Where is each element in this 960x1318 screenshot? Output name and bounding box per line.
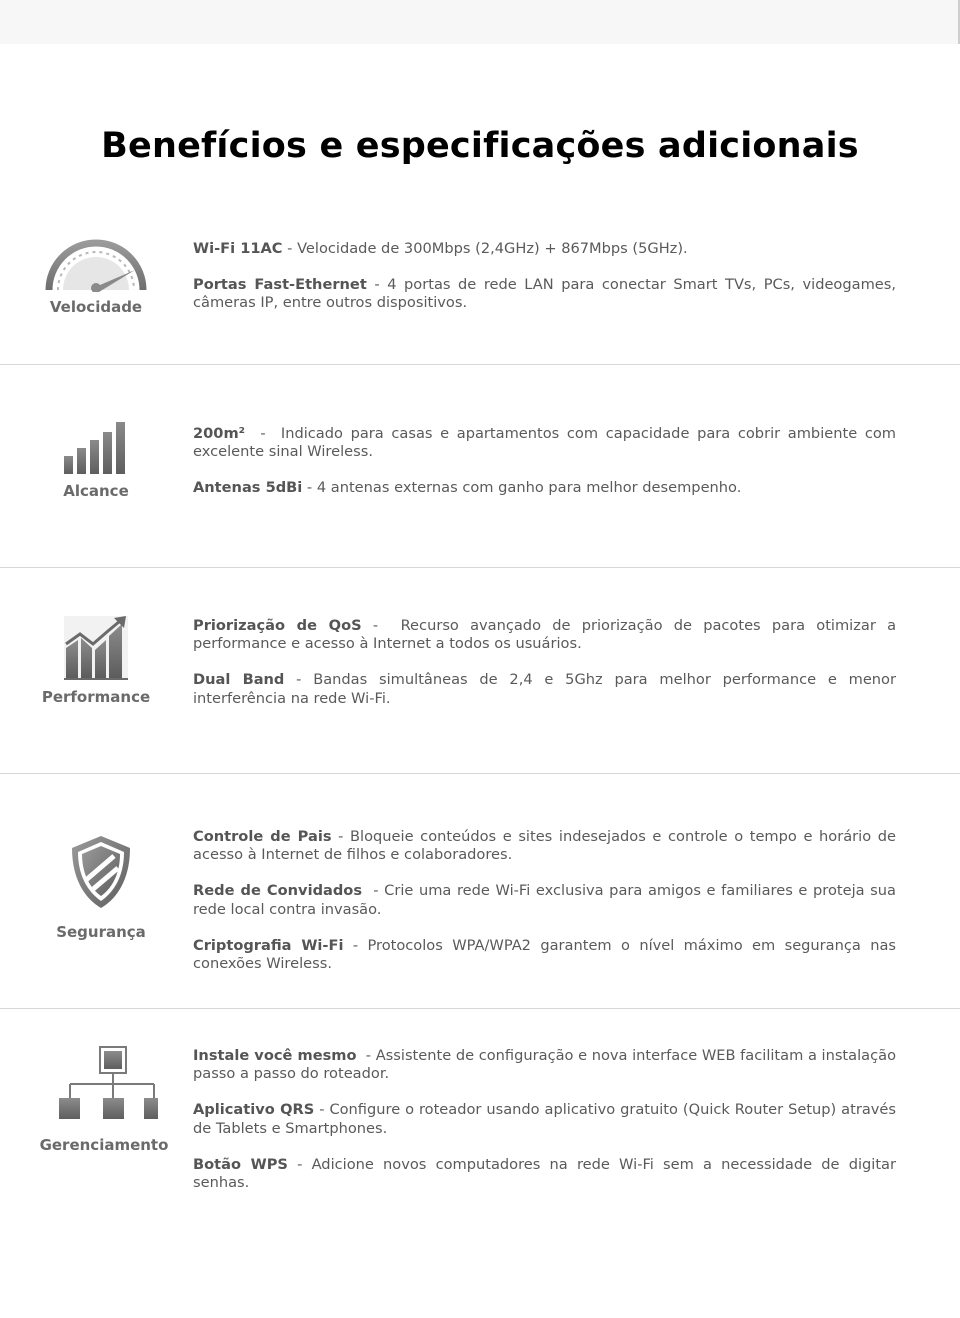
growth-chart-icon — [62, 614, 130, 682]
section-gerenciamento-text — [193, 1047, 896, 1210]
spec-description: Recurso avançado de priorização de pacotes para otimizar a performance e acesso à Internet a todos os usuários. — [193, 617, 897, 653]
page-title: Benefícios e especificações adicionais — [101, 126, 859, 166]
spec-item — [193, 479, 896, 497]
network-tree-icon — [49, 1046, 159, 1120]
spec-description: Assistente de configuração e nova interface WEB facilitam a instalação passo a passo do roteador. — [193, 1047, 896, 1083]
spec-separator: - — [287, 1155, 312, 1173]
spec-term: 200m² — [193, 425, 246, 442]
section-seguranca-text — [193, 828, 896, 991]
spec-description: 4 antenas externas com ganho para melhor desempenho. — [316, 479, 742, 497]
top-bar — [0, 0, 960, 44]
section-label-velocidade: Velocidade — [49, 298, 143, 316]
spec-separator: - — [245, 425, 281, 442]
spec-item — [193, 617, 896, 654]
section-velocidade-text — [193, 240, 896, 330]
spec-term: Dual Band — [193, 671, 285, 689]
spec-term: Portas Fast-Ethernet — [193, 276, 367, 293]
spec-item — [193, 671, 896, 708]
signal-bars-icon — [62, 420, 130, 476]
section-divider — [0, 364, 960, 365]
spec-item — [193, 828, 896, 865]
spec-item — [193, 276, 896, 313]
section-divider — [0, 567, 960, 568]
spec-term: Aplicativo QRS — [193, 1101, 315, 1119]
section-divider — [0, 773, 960, 774]
section-gerenciamento-icon-block — [34, 1046, 174, 1154]
spec-term: Instale você mesmo — [193, 1047, 357, 1064]
spec-separator: - — [284, 671, 314, 689]
spec-description: 4 portas de rede LAN para conectar Smart TVs, PCs, videogames, câmeras IP, entre outros dispositivos. — [193, 276, 897, 312]
section-divider — [0, 1008, 960, 1009]
spec-item — [193, 1156, 896, 1193]
spec-term: Antenas 5dBi — [193, 479, 303, 497]
section-alcance-text — [193, 425, 896, 515]
spec-description: Bloqueie conteúdos e sites indesejados e controle o tempo e horário de acesso à Internet de filhos e colaboradores. — [193, 828, 897, 864]
spec-term: Controle de Pais — [193, 828, 332, 845]
spec-term: Wi-Fi 11AC — [193, 240, 283, 257]
spec-item — [193, 425, 896, 462]
section-label-performance: Performance — [41, 688, 151, 706]
spec-description: Crie uma rede Wi-Fi exclusiva para amigos e familiares e proteja sua rede local contra invasão. — [193, 882, 896, 918]
spec-term: Botão WPS — [193, 1155, 288, 1173]
spec-separator: - — [331, 828, 351, 845]
spec-description: Configure o roteador usando aplicativo gratuito (Quick Router Setup) através de Tablets e Smartphones. — [193, 1101, 897, 1137]
section-performance-text — [193, 617, 896, 726]
spec-term: Priorização de QoS — [193, 617, 362, 634]
section-label-gerenciamento: Gerenciamento — [39, 1136, 169, 1154]
section-seguranca-icon-block — [40, 834, 162, 941]
spec-item — [193, 1047, 896, 1084]
spec-separator: - — [362, 882, 385, 900]
speedometer-icon — [41, 236, 151, 292]
spec-description: Velocidade de 300Mbps (2,4GHz) + 867Mbps (5GHz). — [297, 240, 688, 257]
spec-separator: - — [356, 1047, 376, 1064]
spec-term: Criptografia Wi-Fi — [193, 936, 344, 954]
spec-item — [193, 240, 896, 258]
spec-separator: - — [302, 479, 317, 497]
section-velocidade-icon-block — [35, 236, 157, 316]
spec-description: Adicione novos computadores na rede Wi-Fi sem a necessidade de digitar senhas. — [193, 1155, 896, 1192]
spec-description: Bandas simultâneas de 2,4 e 5Ghz para melhor performance e menor interferência na rede Wi-Fi. — [193, 671, 896, 707]
section-performance-icon-block — [35, 614, 157, 706]
section-label-seguranca: Segurança — [56, 923, 146, 941]
spec-item — [193, 937, 896, 974]
section-alcance-icon-block — [35, 420, 157, 500]
spec-separator: - — [343, 936, 368, 954]
shield-icon — [70, 834, 132, 910]
spec-description: Indicado para casas e apartamentos com capacidade para cobrir ambiente com excelente sinal Wireless. — [193, 425, 896, 461]
spec-separator: - — [366, 276, 388, 293]
spec-item — [193, 882, 896, 919]
spec-separator: - — [314, 1101, 330, 1119]
spec-item — [193, 1101, 896, 1138]
spec-term: Rede de Convidados — [193, 882, 363, 900]
section-label-alcance: Alcance — [63, 482, 129, 500]
spec-description: Protocolos WPA/WPA2 garantem o nível máximo em segurança nas conexões Wireless. — [193, 936, 897, 973]
spec-separator: - — [361, 617, 401, 634]
spec-separator: - — [282, 240, 298, 257]
